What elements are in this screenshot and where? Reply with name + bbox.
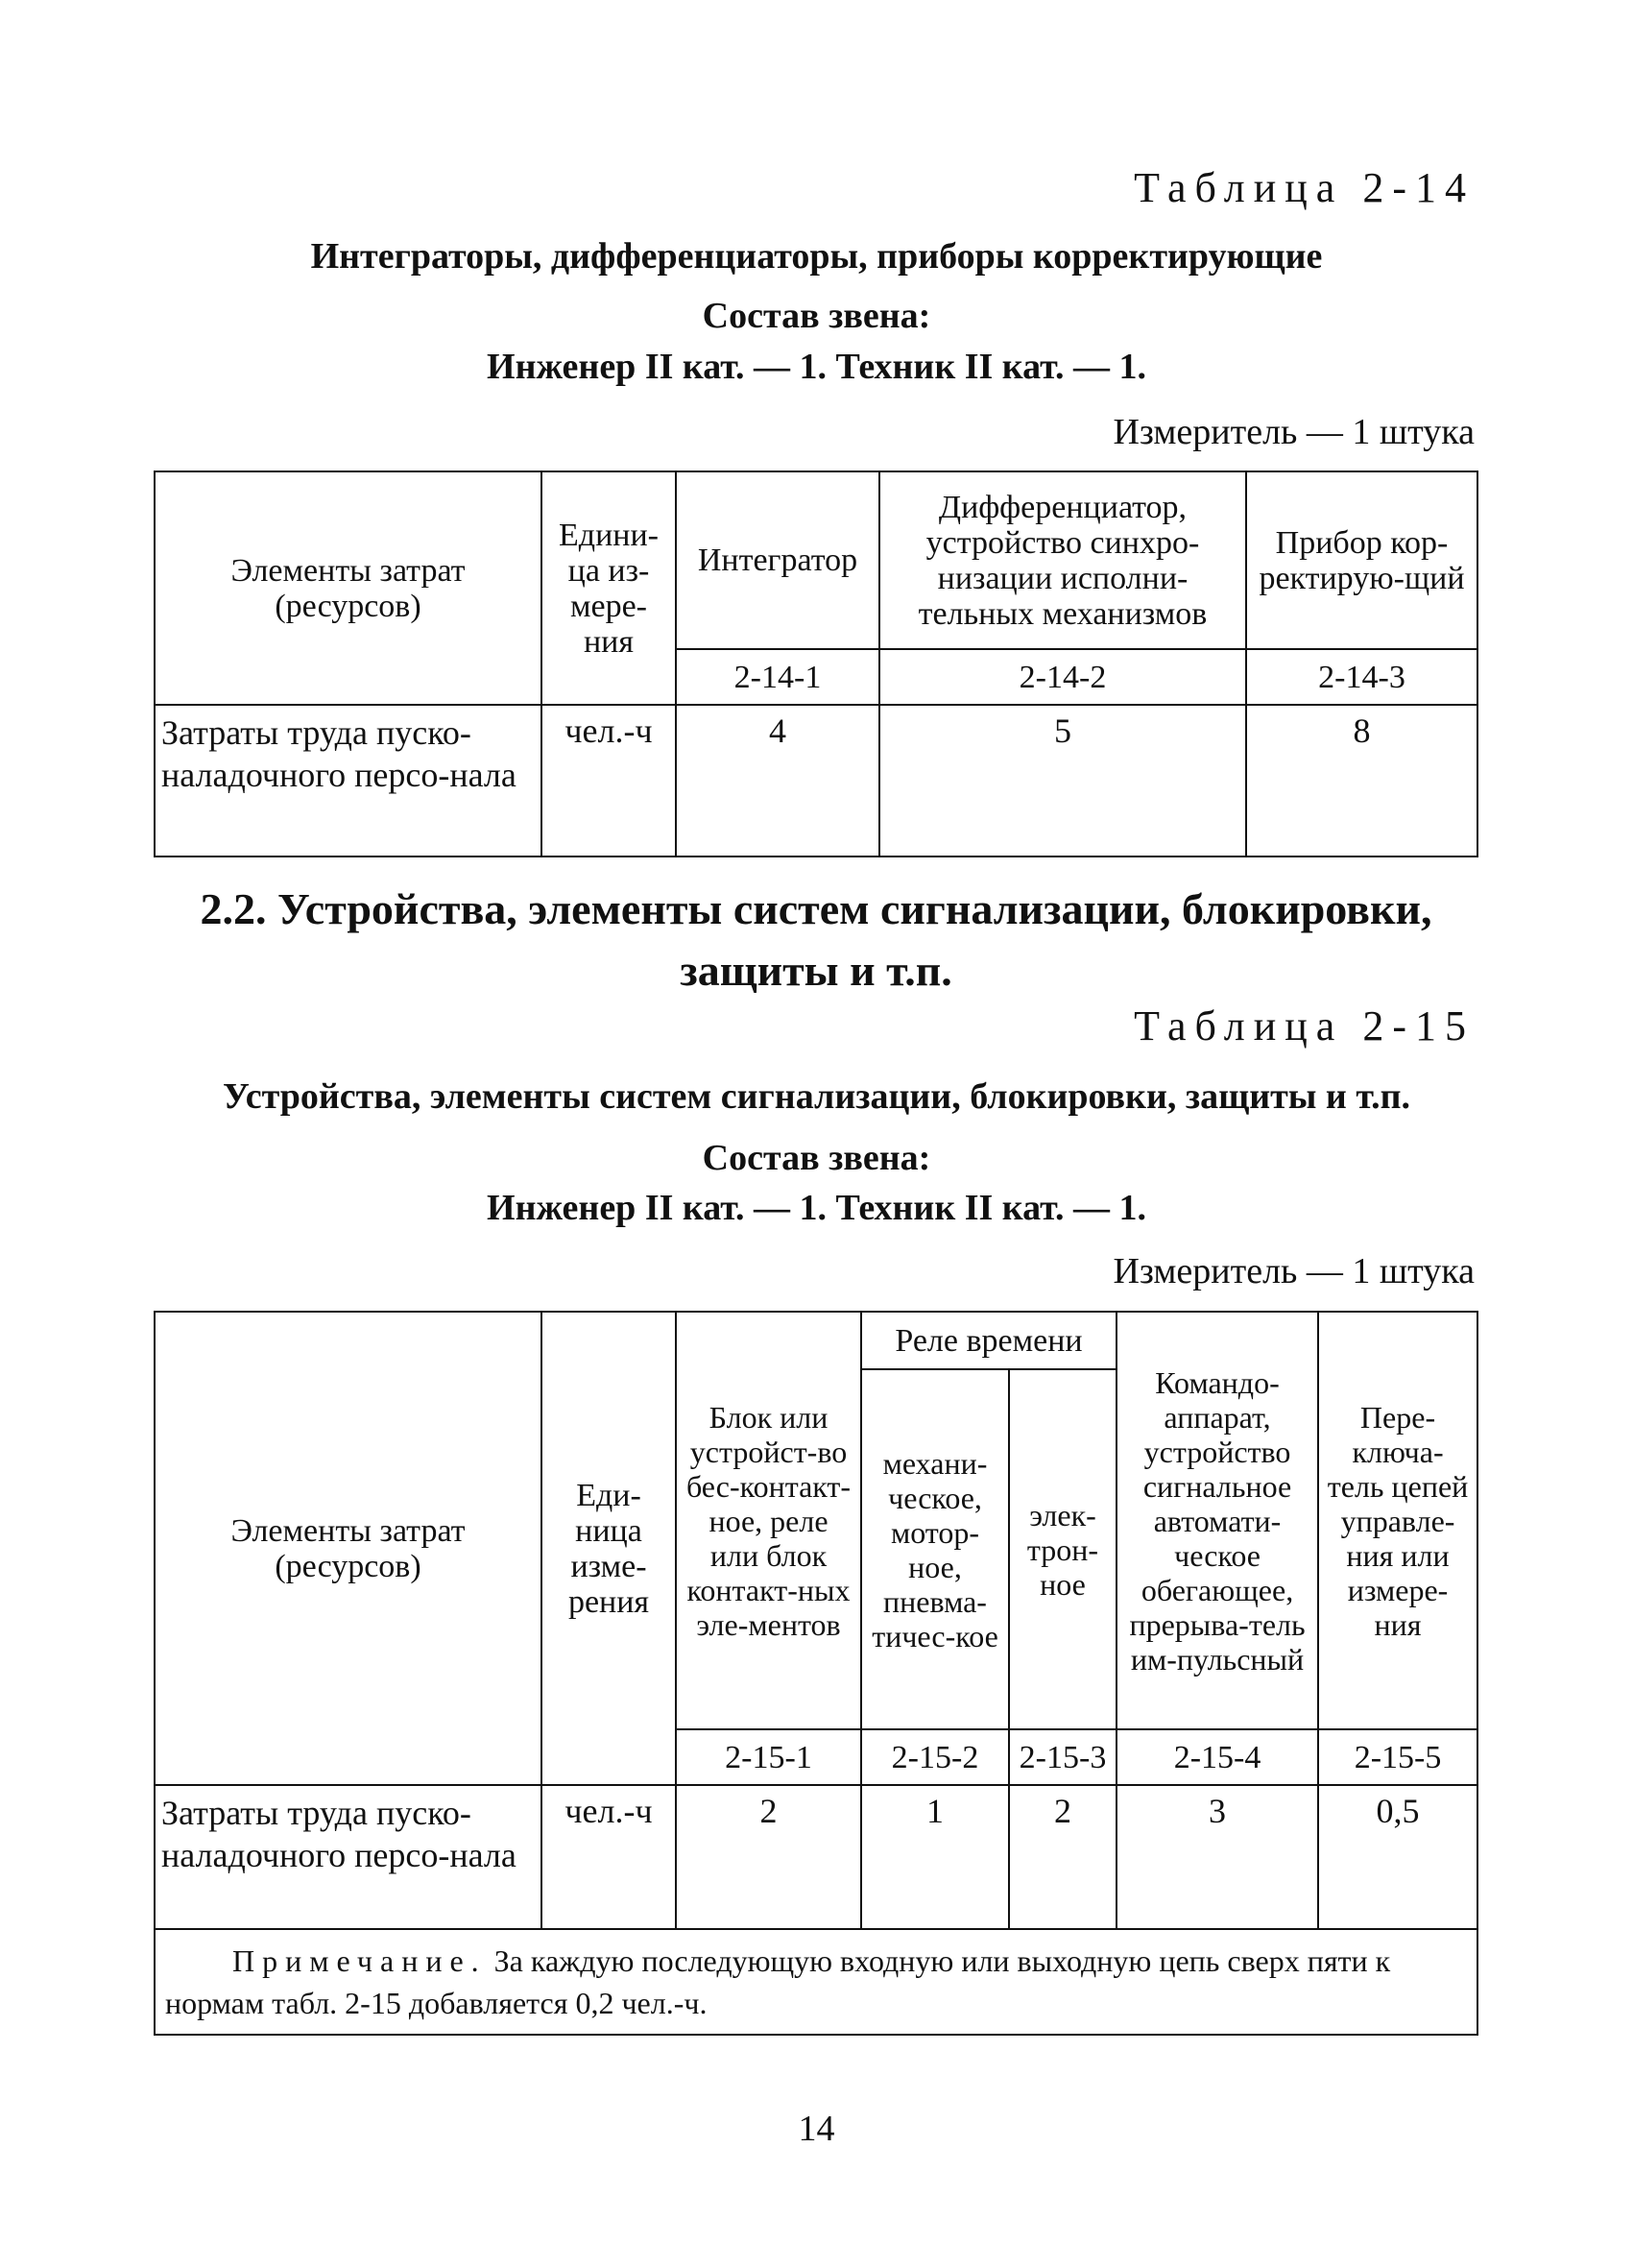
value-2-15-1: 2	[676, 1785, 861, 1929]
value-2-15-2: 1	[861, 1785, 1009, 1929]
table-note	[155, 1929, 1477, 2035]
header-unit: Еди-ница изме-рения	[541, 1312, 676, 1785]
value-2-14-3: 8	[1246, 705, 1477, 857]
code-2-14-3: 2-14-3	[1246, 649, 1477, 705]
header-time-relay: Реле времени	[861, 1312, 1117, 1369]
table-2-14-title: Интеграторы, дифференциаторы, приборы корректирующие	[310, 236, 1323, 277]
value-2-15-5: 0,5	[1318, 1785, 1477, 1929]
note-prefix: Примечание.	[232, 1943, 487, 1978]
header-switch: Пере-ключа-тель цепей управле-ния или измере-ния	[1318, 1312, 1477, 1729]
table-2-15-label: Таблица 2-15	[1134, 1002, 1475, 1050]
header-block: Блок или устройст-во бес-контакт-ное, реле или блок контакт-ных эле-ментов	[676, 1312, 861, 1729]
row-labor-label: Затраты труда пуско-наладочного персо-нала	[155, 705, 541, 857]
table-2-15-crew: Инженер II кат. — 1. Техник II кат. — 1.	[487, 1188, 1146, 1228]
code-2-15-4: 2-15-4	[1117, 1729, 1318, 1785]
table-2-14-crew: Инженер II кат. — 1. Техник II кат. — 1.	[487, 347, 1146, 387]
table-2-15-measure: Измеритель — 1 штука	[1113, 1251, 1475, 1291]
value-2-15-3: 2	[1009, 1785, 1117, 1929]
header-unit: Едини-ца из-мере-ния	[541, 471, 676, 705]
value-2-14-1: 4	[676, 705, 879, 857]
row-labor-unit: чел.-ч	[541, 1785, 676, 1929]
header-command: Командо-аппарат, устройство сигнальное автомати-ческое обегающее, прерыва-тель им-пульсный	[1117, 1312, 1318, 1729]
header-differentiator: Дифференциатор, устройство синхро-низации исполни-тельных механизмов	[879, 471, 1246, 649]
header-elements: Элементы затрат (ресурсов)	[155, 1312, 541, 1785]
header-elements: Элементы затрат (ресурсов)	[155, 471, 541, 705]
table-2-14-measure: Измеритель — 1 штука	[1113, 412, 1475, 452]
table-2-15-crew-heading: Состав звена:	[702, 1138, 931, 1178]
code-2-15-1: 2-15-1	[676, 1729, 861, 1785]
section-heading: 2.2. Устройства, элементы систем сигнализации, блокировки, защиты и т.п.	[200, 884, 1432, 995]
table-2-15	[154, 1311, 1478, 2036]
table-2-14	[154, 470, 1478, 857]
code-2-14-1: 2-14-1	[676, 649, 879, 705]
page-number: 14	[798, 2109, 835, 2149]
header-integrator: Интегратор	[676, 471, 879, 649]
header-relay-electronic: элек-трон-ное	[1009, 1369, 1117, 1729]
code-2-15-3: 2-15-3	[1009, 1729, 1117, 1785]
header-corrector: Прибор кор-ректирую-щий	[1246, 471, 1477, 649]
table-2-14-crew-heading: Состав звена:	[702, 296, 931, 336]
row-labor-label: Затраты труда пуско-наладочного персо-нала	[155, 1785, 541, 1929]
code-2-15-5: 2-15-5	[1318, 1729, 1477, 1785]
note-text: За каждую последующую входную или выходную цепь сверх пяти к нормам табл. 2-15 добавляется 0,2 чел.-ч.	[165, 1943, 1391, 2020]
table-2-15-title: Устройства, элементы систем сигнализации, блокировки, защиты и т.п.	[222, 1076, 1411, 1117]
value-2-15-4: 3	[1117, 1785, 1318, 1929]
code-2-14-2: 2-14-2	[879, 649, 1246, 705]
header-relay-mechanical: механи-ческое, мотор-ное, пневма-тичес-кое	[861, 1369, 1009, 1729]
table-2-14-label: Таблица 2-14	[1134, 164, 1475, 211]
value-2-14-2: 5	[879, 705, 1246, 857]
code-2-15-2: 2-15-2	[861, 1729, 1009, 1785]
row-labor-unit: чел.-ч	[541, 705, 676, 857]
